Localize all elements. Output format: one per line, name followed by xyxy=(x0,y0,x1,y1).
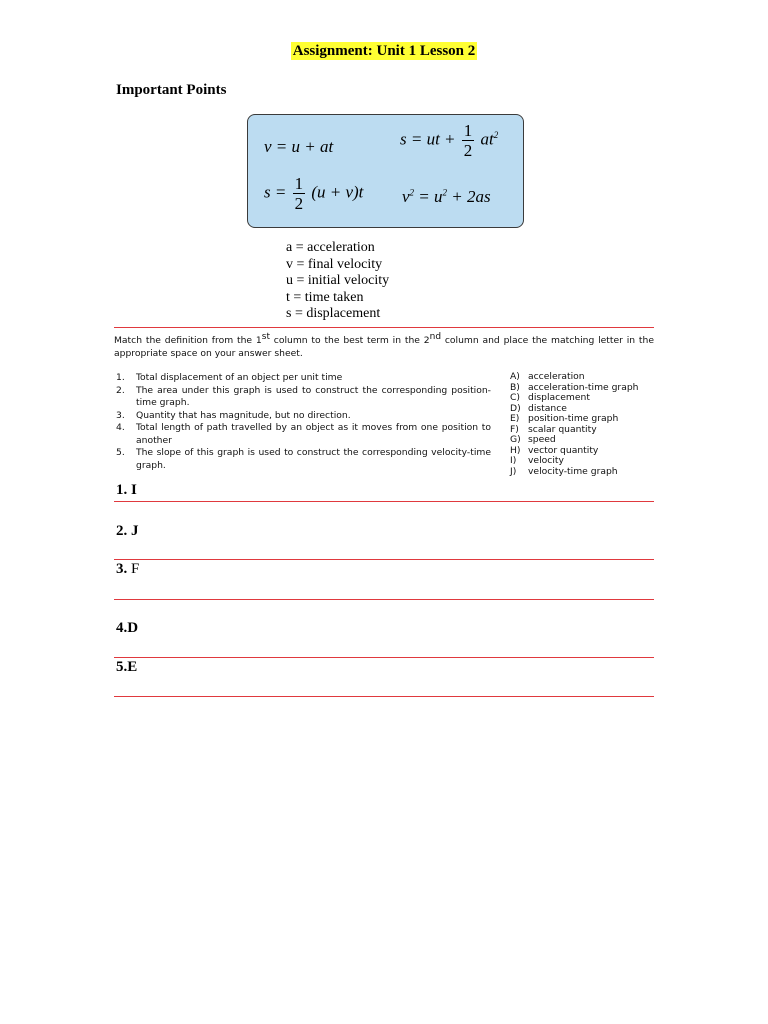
formula-box xyxy=(247,114,524,228)
definition-item: 3. Quantity that has magnitude, but no direction. xyxy=(116,409,351,421)
legend-item: v = final velocity xyxy=(286,256,383,272)
term-item: D) distance xyxy=(510,402,567,414)
term-item: G) speed xyxy=(510,434,556,445)
answer-line xyxy=(114,501,654,502)
answer-2: 2. J xyxy=(116,523,139,539)
legend-item: t = time taken xyxy=(286,289,364,305)
answer-5: 5.E xyxy=(116,659,138,675)
fraction-half: $\frac{1}{2}$ xyxy=(294,174,304,213)
answer-line xyxy=(114,599,654,600)
term-item: H) vector quantity xyxy=(510,444,599,456)
definition-item: 5. The slope of this graph is used to construct the corresponding velocity-time graph. xyxy=(116,447,491,471)
term-item: I) velocity xyxy=(510,455,564,466)
answer-line xyxy=(114,657,654,658)
term-item: E) position-time graph xyxy=(510,413,619,424)
answer-line xyxy=(114,559,654,560)
answer-4: 4.D xyxy=(116,620,139,636)
term-item: F) scalar quantity xyxy=(510,423,597,435)
legend-item: u = initial velocity xyxy=(286,273,390,288)
term-item: C) displacement xyxy=(510,392,590,403)
term-item: B) acceleration-time graph xyxy=(510,381,639,393)
definition-item: 1. Total displacement of an object per unit time xyxy=(116,372,343,383)
legend-item: s = displacement xyxy=(286,306,381,321)
answer-1: 1. I xyxy=(116,482,137,498)
assignment-title xyxy=(0,42,768,60)
divider-line xyxy=(114,327,654,328)
variable-legend xyxy=(286,240,389,323)
matching-exercise xyxy=(114,331,655,477)
term-list xyxy=(510,372,650,477)
matching-instructions: Match the definition from the 1st column to the best term in the 2nd column and place the matching letter in the appropriate space on your answer sheet. xyxy=(114,332,655,359)
formula-velocity: v = u + at xyxy=(264,137,334,156)
definition-item: 4. Total length of path travelled by an object as it moves from one position to another xyxy=(116,422,491,446)
formula-velocity-squared: $v^2 = u^2 + 2as$ xyxy=(402,187,491,206)
legend-item: a = acceleration xyxy=(286,240,375,255)
answer-line xyxy=(114,696,654,697)
definition-list xyxy=(116,372,491,472)
term-item: J) velocity-time graph xyxy=(510,465,618,477)
definition-item: 2. The area under this graph is used to construct the corresponding position-time graph. xyxy=(116,384,491,408)
formula-displacement-accel: s = ut + $\frac{1}{2}$ $at^2$ xyxy=(400,121,499,160)
fraction-half: $\frac{1}{2}$ xyxy=(463,121,473,160)
answer-3: 3. F xyxy=(116,561,140,577)
assignment-title-text: Assignment: Unit 1 Lesson 2 xyxy=(292,43,476,59)
formula-displacement-avg: s = $\frac{1}{2}$ (u + v)t xyxy=(264,174,364,213)
term-item: A) acceleration xyxy=(510,371,585,382)
important-points-heading: Important Points xyxy=(116,82,227,98)
